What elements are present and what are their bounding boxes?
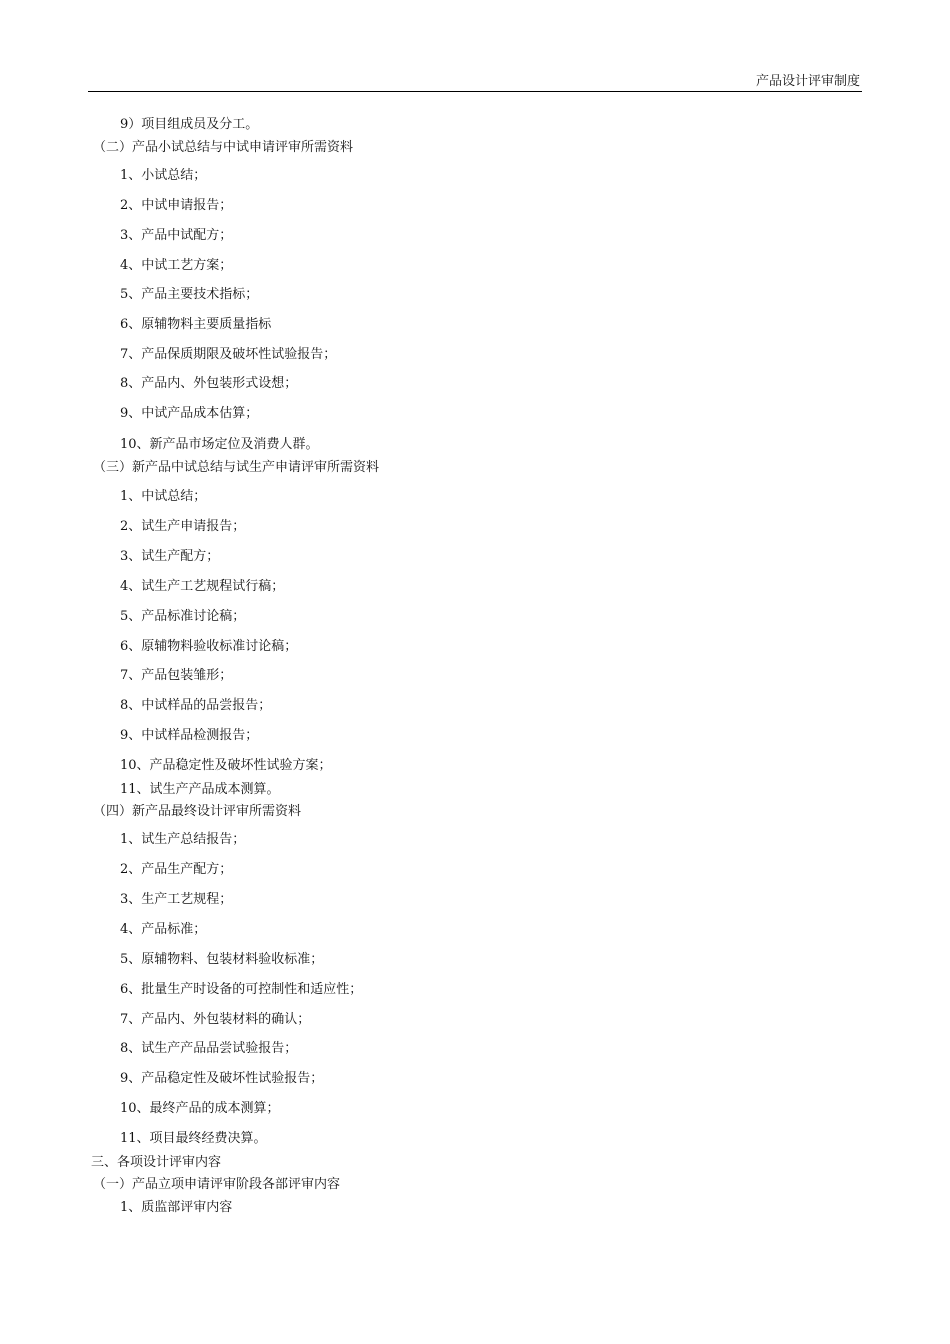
section-heading: （二）产品小试总结与中试申请评审所需资料 xyxy=(93,140,354,155)
list-item: 4、产品标准； xyxy=(120,922,207,937)
list-item: 3、试生产配方； xyxy=(120,549,220,564)
chapter-heading: 三、各项设计评审内容 xyxy=(91,1155,222,1170)
list-item: 2、产品生产配方； xyxy=(120,862,233,877)
list-item: 5、产品主要技术指标； xyxy=(120,287,259,302)
list-item: 10、最终产品的成本测算； xyxy=(120,1101,280,1116)
list-item: 6、批量生产时设备的可控制性和适应性； xyxy=(120,982,363,997)
list-item: 6、原辅物料主要质量指标 xyxy=(120,317,272,332)
list-item: 9、中试产品成本估算； xyxy=(120,406,259,421)
section-heading: （三）新产品中试总结与试生产申请评审所需资料 xyxy=(93,460,380,475)
section-heading: （四）新产品最终设计评审所需资料 xyxy=(93,804,302,819)
list-item: 3、生产工艺规程； xyxy=(120,892,233,907)
list-item: 4、中试工艺方案； xyxy=(120,258,233,273)
list-item: 1、中试总结； xyxy=(120,489,207,504)
list-item: 9、产品稳定性及破坏性试验报告； xyxy=(120,1071,324,1086)
list-item: 8、中试样品的品尝报告； xyxy=(120,698,272,713)
list-item: 11、试生产产品成本测算。 xyxy=(120,782,280,797)
list-item: 5、原辅物料、包装材料验收标准； xyxy=(120,952,324,967)
list-item: 1、试生产总结报告； xyxy=(120,832,246,847)
list-item: 7、产品包装雏形； xyxy=(120,668,233,683)
list-item: 2、中试申请报告； xyxy=(120,198,233,213)
header-title: 产品设计评审制度 xyxy=(755,74,860,89)
list-item: 1、质监部评审内容 xyxy=(120,1200,233,1215)
list-item: 10、新产品市场定位及消费人群。 xyxy=(120,437,319,452)
list-item: 8、试生产产品品尝试验报告； xyxy=(120,1041,298,1056)
list-item: 5、产品标准讨论稿； xyxy=(120,609,246,624)
list-item: 8、产品内、外包装形式设想； xyxy=(120,376,298,391)
header-divider xyxy=(88,91,862,92)
list-item: 7、产品内、外包装材料的确认； xyxy=(120,1012,311,1027)
list-item: 9）项目组成员及分工。 xyxy=(120,117,259,132)
list-item: 3、产品中试配方； xyxy=(120,228,233,243)
list-item: 4、试生产工艺规程试行稿； xyxy=(120,579,285,594)
list-item: 11、项目最终经费决算。 xyxy=(120,1131,267,1146)
section-heading: （一）产品立项申请评审阶段各部评审内容 xyxy=(93,1177,341,1192)
list-item: 1、小试总结； xyxy=(120,168,207,183)
list-item: 6、原辅物料验收标准讨论稿； xyxy=(120,639,298,654)
list-item: 9、中试样品检测报告； xyxy=(120,728,259,743)
list-item: 2、试生产申请报告； xyxy=(120,519,246,534)
list-item: 10、产品稳定性及破坏性试验方案； xyxy=(120,758,332,773)
list-item: 7、产品保质期限及破坏性试验报告； xyxy=(120,347,337,362)
